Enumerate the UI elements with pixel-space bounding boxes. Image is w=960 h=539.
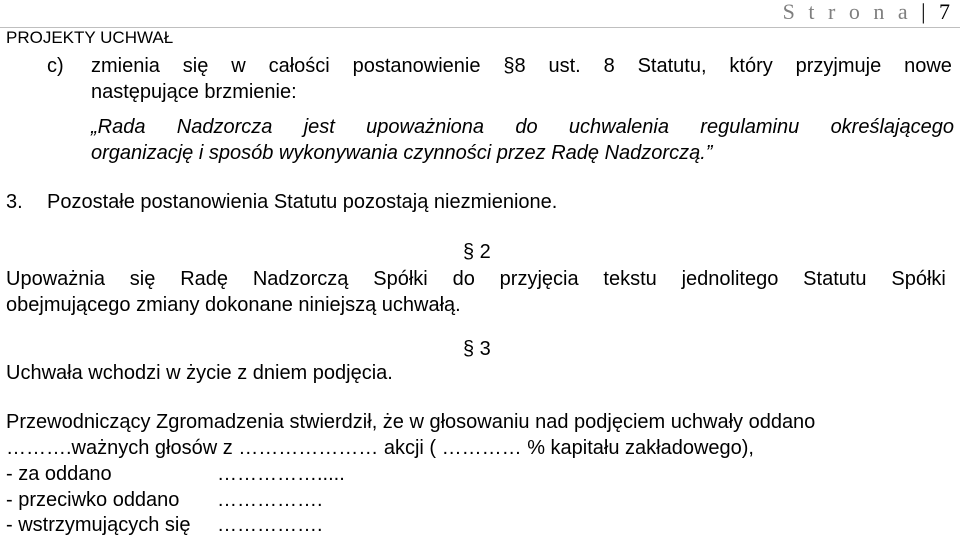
item-c-line1-word: całości	[268, 55, 330, 77]
quote-line1-word: jest	[303, 116, 335, 138]
page-number-value: 7	[939, 0, 950, 24]
quote-line1-word: upoważniona	[366, 116, 485, 138]
section2-line1-word: się	[129, 268, 156, 290]
vote-abstain-dots: …………….	[217, 514, 323, 536]
item-c-line1-word: który	[729, 55, 773, 77]
section2-line1-word: jednolitego	[681, 268, 779, 290]
vote-abstain-label: - wstrzymujących się	[6, 514, 191, 536]
vote-for-dots: …………….....	[217, 463, 345, 485]
section-label: PROJEKTY UCHWAŁ	[6, 28, 174, 47]
section2-line1-word: Spółki	[373, 268, 428, 290]
page-number	[783, 0, 950, 25]
item-c-line1-word: postanowienie	[352, 55, 481, 77]
item-c-line1-word: Statutu,	[637, 55, 707, 77]
voting-line1: Przewodniczący Zgromadzenia stwierdził, że w głosowaniu nad podjęciem uchwały oddano	[6, 411, 816, 433]
quote-line2: organizację i sposób wykonywania czynności przez Radę Nadzorczą.”	[91, 142, 713, 164]
section2-line1-word: przyjęcia	[499, 268, 579, 290]
item-c-marker: c)	[47, 55, 64, 77]
section2-line1-word: Nadzorczą	[252, 268, 349, 290]
page-label: S t r o n a	[782, 0, 912, 24]
vote-against-dots: …………….	[217, 489, 323, 511]
vote-against-label: - przeciwko oddano	[6, 489, 180, 511]
section2-line2: obejmującego zmiany dokonane niniejszą uchwałą.	[6, 294, 461, 316]
item-c-line1-word: §8	[503, 55, 526, 77]
item-c-line2: następujące brzmienie:	[91, 81, 297, 103]
vote-for-label: - za oddano	[6, 463, 112, 485]
quote-line1-word: do	[515, 116, 538, 138]
section2-heading: § 2	[463, 241, 491, 263]
section3-text: Uchwała wchodzi w życie z dniem podjęcia.	[6, 362, 393, 384]
item-c-line1-word: w	[231, 55, 246, 77]
quote-line1-word: określającego	[830, 116, 954, 138]
section2-line1-word: Spółki	[891, 268, 946, 290]
section2-line1-word: tekstu	[603, 268, 657, 290]
quote-line1	[91, 115, 954, 139]
voting-line2: ……….ważnych głosów z ………………… akcji ( ………… % kapitału zakładowego),	[6, 437, 754, 459]
item-c-line1-word: się	[182, 55, 209, 77]
quote-line1-word: Nadzorcza	[176, 116, 273, 138]
section2-line1-word: Radę	[180, 268, 228, 290]
item-c-line1-word: ust.	[548, 55, 581, 77]
section2-line1	[6, 267, 946, 291]
quote-line1-word: „Rada	[91, 116, 146, 138]
section2-line1-word: Upoważnia	[6, 268, 105, 290]
point3-text: Pozostałe postanowienia Statutu pozostają niezmienione.	[47, 191, 558, 213]
point3-marker: 3.	[6, 191, 23, 213]
item-c-line1-word: 8	[603, 55, 615, 77]
item-c-line1-word: zmienia	[91, 55, 160, 77]
section2-line1-word: do	[452, 268, 475, 290]
item-c-line1	[91, 54, 952, 78]
section2-line1-word: Statutu	[803, 268, 867, 290]
item-c-line1-word: nowe	[904, 55, 952, 77]
quote-line1-word: regulaminu	[700, 116, 800, 138]
page-separator: |	[921, 0, 926, 24]
item-c-line1-word: przyjmuje	[795, 55, 882, 77]
quote-line1-word: uchwalenia	[568, 116, 669, 138]
section3-heading: § 3	[463, 338, 491, 360]
